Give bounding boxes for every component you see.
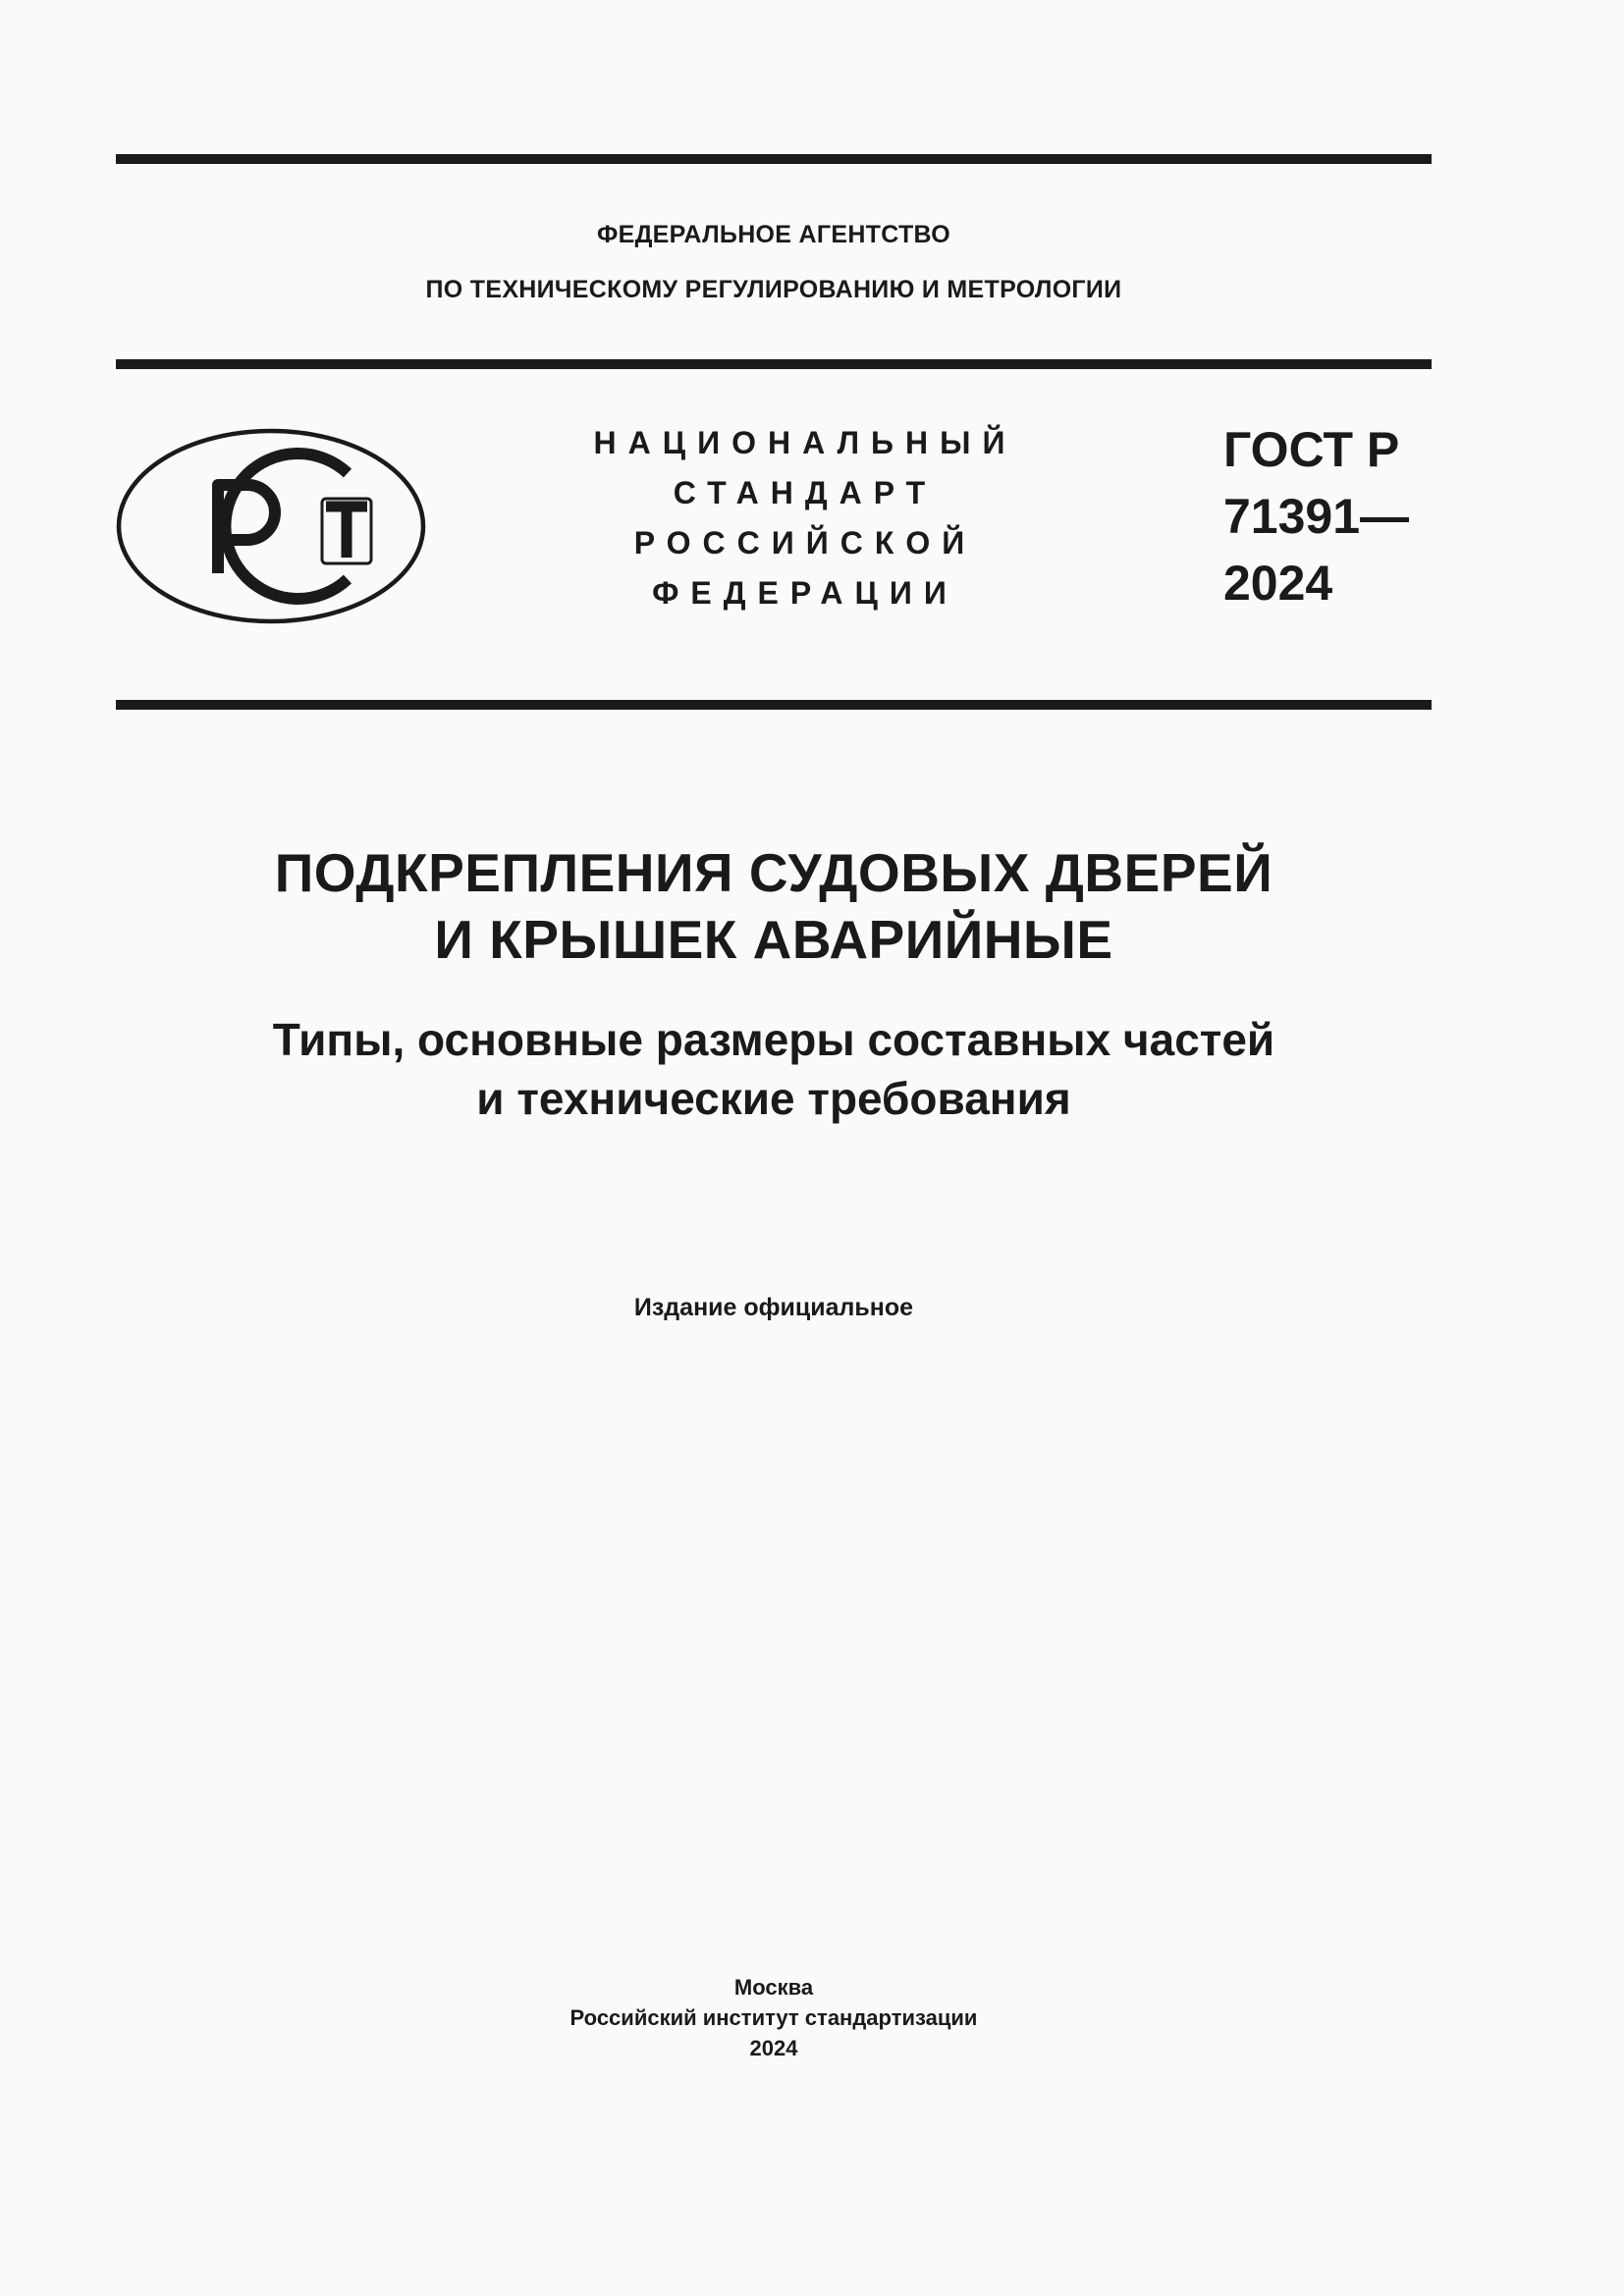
designation-line-2: 71391— (1223, 489, 1410, 544)
agency-line-2: ПО ТЕХНИЧЕСКОМУ РЕГУЛИРОВАНИЮ И МЕТРОЛОГИИ (425, 276, 1122, 303)
header-rule (116, 359, 1432, 369)
standard-type-line-1: НАЦИОНАЛЬНЫЙ (593, 425, 1017, 460)
rst-mark-icon (116, 428, 426, 624)
imprint-publisher: Российский институт стандартизации (569, 2005, 978, 2030)
designation-rule (116, 700, 1432, 710)
agency-line-1: ФЕДЕРАЛЬНОЕ АГЕНТСТВО (596, 221, 951, 248)
document-title-line-2: И КРЫШЕК АВАРИЙНЫЕ (434, 909, 1113, 970)
edition-label: Издание официальное (633, 1294, 914, 1321)
standard-type-line-4: ФЕДЕРАЦИИ (652, 575, 958, 611)
document-subtitle-line-2: и технические требования (476, 1073, 1071, 1124)
designation-line-3: 2024 (1223, 556, 1333, 611)
imprint-year: 2024 (749, 2036, 798, 2060)
document-subtitle-line-1: Типы, основные размеры составных частей (272, 1014, 1275, 1065)
top-rule (116, 154, 1432, 164)
document-title-line-1: ПОДКРЕПЛЕНИЯ СУДОВЫХ ДВЕРЕЙ (274, 842, 1273, 903)
standard-type-line-3: РОССИЙСКОЙ (633, 525, 977, 561)
imprint-city: Москва (733, 1975, 814, 2000)
standard-type-line-2: СТАНДАРТ (673, 475, 938, 510)
designation-line-1: ГОСТ Р (1223, 422, 1400, 477)
